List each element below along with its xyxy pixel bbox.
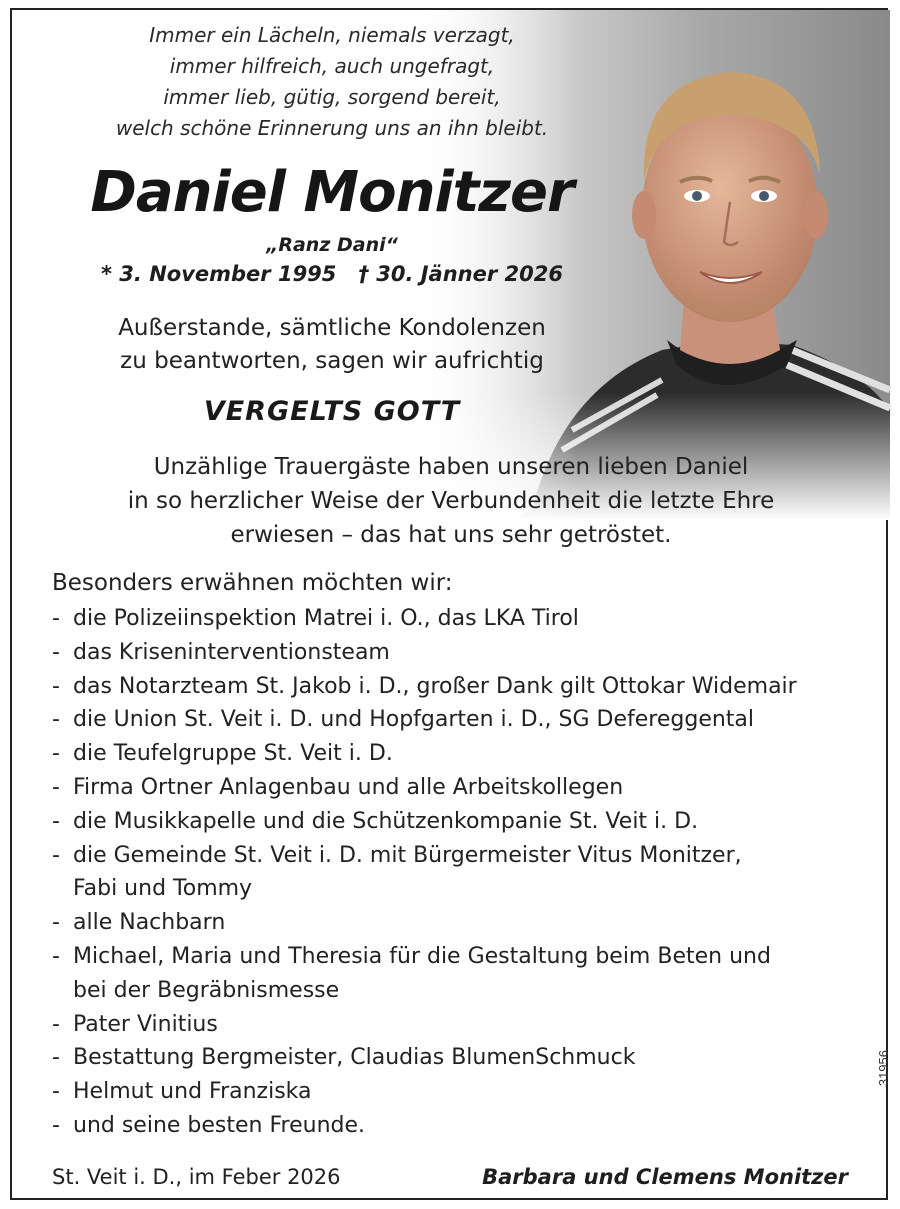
deceased-name: Daniel Monitzer (90, 160, 574, 225)
poem-line: welch schöne Erinnerung uns an ihn bleibt. (115, 116, 549, 140)
thanks-intro-line: zu beantworten, sagen wir aufrichtig (120, 348, 544, 374)
list-item: - alle Nachbarn (52, 906, 852, 940)
list-item: - die Gemeinde St. Veit i. D. mit Bürgermeister Vitus Monitzer, (52, 839, 852, 873)
death-date: † 30. Jänner 2026 (358, 262, 563, 286)
memorial-poem (52, 20, 612, 144)
signature: Barbara und Clemens Monitzer (482, 1165, 848, 1189)
gratitude-line: in so herzlicher Weise der Verbundenheit die letzte Ehre (127, 488, 775, 514)
list-item: - Firma Ortner Anlagenbau und alle Arbeitskollegen (52, 771, 852, 805)
life-dates (52, 262, 612, 286)
list-item: - Pater Vinitius (52, 1008, 852, 1042)
list-item: - die Union St. Veit i. D. und Hopfgarten i. D., SG Defereggental (52, 703, 852, 737)
mentions-title: Besonders erwähnen möchten wir: (52, 570, 453, 596)
gratitude-line: erwiesen – das hat uns sehr getröstet. (230, 522, 672, 548)
list-item: - das Kriseninterventionsteam (52, 636, 852, 670)
list-item: - die Musikkapelle und die Schützenkompanie St. Veit i. D. (52, 805, 852, 839)
list-item: - Michael, Maria und Theresia für die Gestaltung beim Beten und (52, 940, 852, 974)
list-item: - und seine besten Freunde. (52, 1109, 852, 1143)
nickname: „Ranz Dani“ (266, 234, 398, 256)
list-item: - die Polizeiinspektion Matrei i. O., das LKA Tirol (52, 602, 852, 636)
thanks-intro (52, 312, 612, 378)
place-date: St. Veit i. D., im Feber 2026 (52, 1165, 341, 1189)
gratitude-line: Unzählige Trauergäste haben unseren lieben Daniel (153, 454, 749, 480)
obituary-card (10, 8, 891, 1200)
poem-line: Immer ein Lächeln, niemals verzagt, (149, 23, 515, 47)
list-item-continuation: Fabi und Tommy (73, 876, 253, 902)
thanks-intro-line: Außerstande, sämtliche Kondolenzen (118, 315, 546, 341)
mentions-list (52, 602, 852, 1143)
poem-line: immer lieb, gütig, sorgend bereit, (163, 85, 501, 109)
vergelts-gott-heading: VERGELTS GOTT (203, 396, 461, 427)
list-item: - Helmut und Franziska (52, 1075, 852, 1109)
list-item: - Bestattung Bergmeister, Claudias BlumenSchmuck (52, 1041, 852, 1075)
birth-date: * 3. November 1995 (101, 262, 337, 286)
list-item-continuation: bei der Begräbnismesse (73, 977, 340, 1003)
poem-line: immer hilfreich, auch ungefragt, (169, 54, 495, 78)
gratitude-text (12, 450, 890, 552)
list-item: - die Teufelgruppe St. Veit i. D. (52, 737, 852, 771)
list-item: - das Notarzteam St. Jakob i. D., großer Dank gilt Ottokar Widemair (52, 670, 852, 704)
ad-code: 31956 (876, 1050, 891, 1087)
